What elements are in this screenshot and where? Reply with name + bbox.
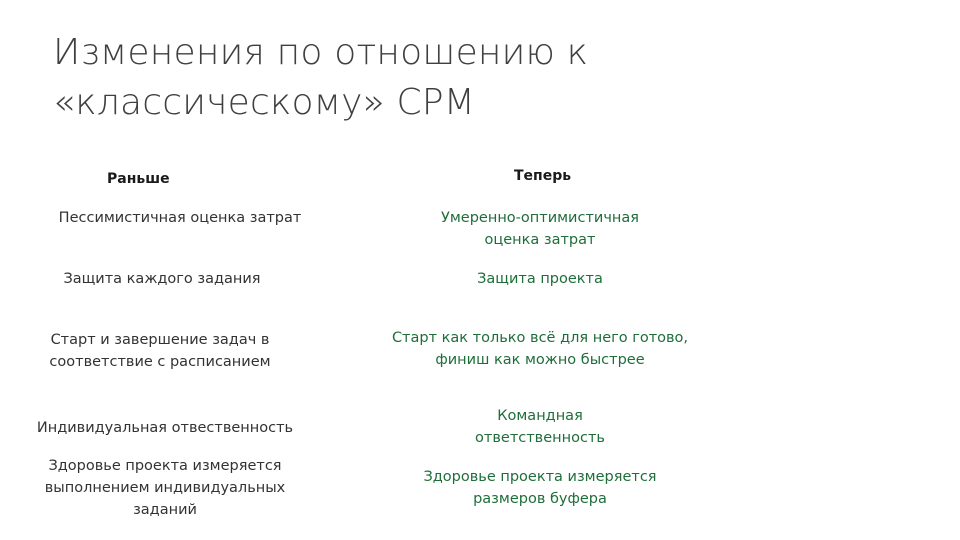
row-1-before: Пессимистичная оценка затрат	[58, 210, 302, 226]
row-5-before: Здоровье проекта измеряется выполнением индивидуальных заданий	[44, 458, 286, 518]
slide-title: Изменения по отношению к «классическому» CPM	[53, 32, 589, 123]
row-2-before: Защита каждого задания	[63, 271, 261, 287]
row-4-after: Командная ответственность	[475, 408, 605, 446]
row-1-after: Умеренно-оптимистичная оценка затрат	[441, 210, 639, 248]
row-3-before: Старт и завершение задач в соответствие с расписанием	[49, 332, 271, 370]
row-5-after: Здоровье проекта измеряется размеров буфера	[423, 469, 657, 507]
row-3-after: Старт как только всё для него готово, финиш как можно быстрее	[391, 330, 689, 368]
column-header-before: Раньше	[107, 171, 170, 187]
row-2-after: Защита проекта	[477, 271, 603, 287]
column-header-after: Теперь	[514, 168, 572, 184]
row-4-before: Индивидуальная отвественность	[36, 420, 294, 436]
